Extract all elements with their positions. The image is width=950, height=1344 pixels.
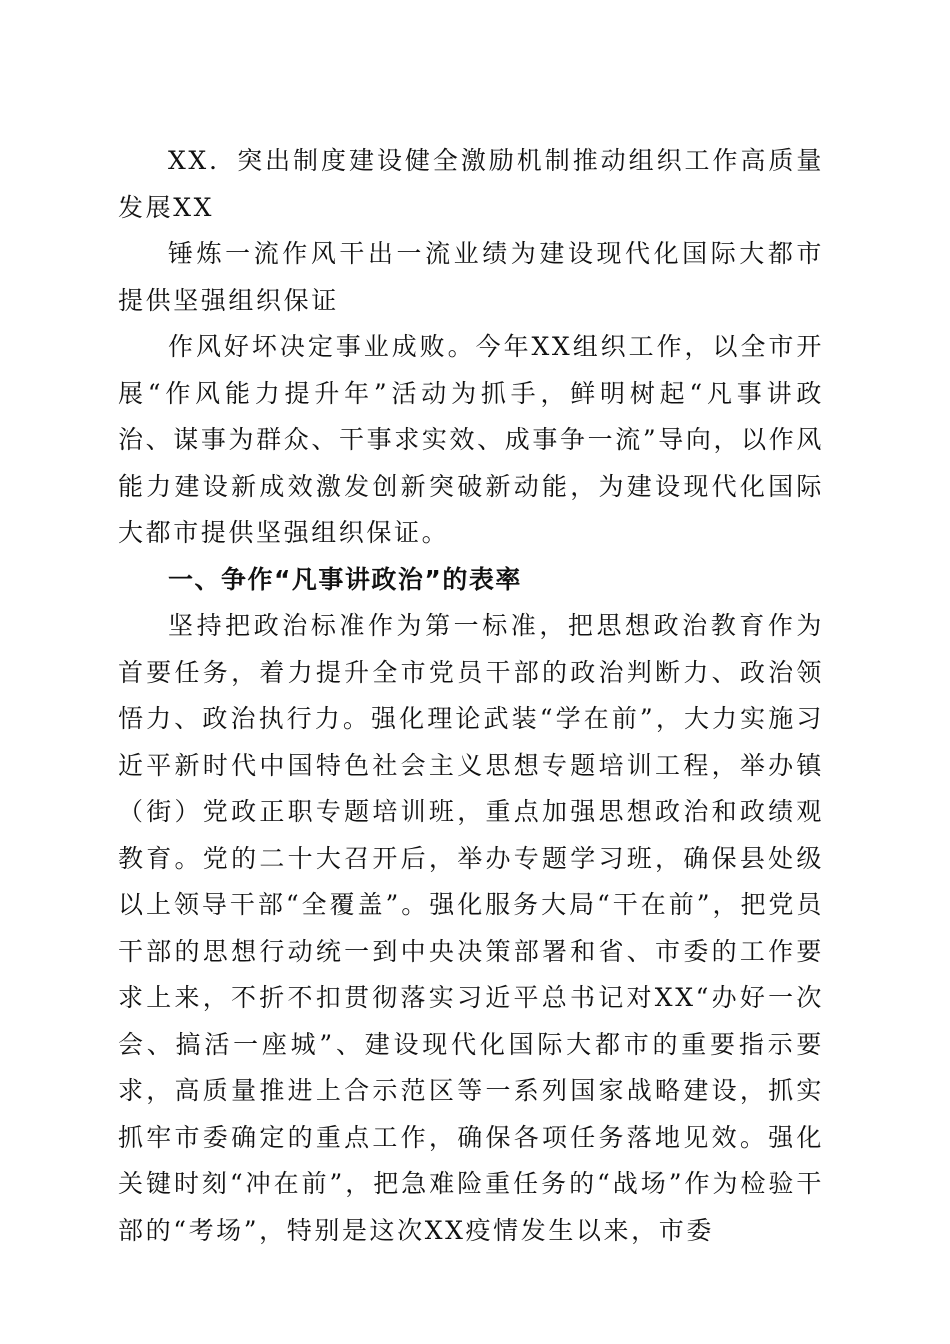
intro-paragraph: 作风好坏决定事业成败。今年XX组织工作，以全市开展“作风能力提升年”活动为抓手，鲜明树起“凡事讲政治、谋事为群众、干事求实效、成事争一流”导向，以作风能力建设新成效激发创新突破新动能，为建设现代化国际大都市提供坚强组织保证。	[118, 332, 824, 547]
section-1-body: 坚持把政治标准作为第一标准，把思想政治教育作为首要任务，着力提升全市党员干部的政治判断力、政治领悟力、政治执行力。强化理论武装“学在前”，大力实施习近平新时代中国特色社会主义思想专题培训工程，举办镇（街）党政正职专题培训班，重点加强思想政治和政绩观教育。党的二十大召开后，举办专题学习班，确保县处级以上领导干部“全覆盖”。强化服务大局“干在前”，把党员干部的思想行动统一到中央决策部署和省、市委的工作要求上来，不折不扣贯彻落实习近平总书记对XX“办好一次会、搞活一座城”、建设现代化国际大都市的重要指示要求，高质量推进上合示范区等一系列国家战略建设，抓实抓牢市委确定的重点工作，确保各项任务落地见效。强化关键时刻“冲在前”，把急难险重任务的“战场”作为检验干部的“考场”，特别是这次XX疫情发生以来，市委	[118, 611, 824, 1245]
document-title: XX．突出制度建设健全激励机制推动组织工作高质量发展XX	[118, 146, 824, 222]
document-subtitle: 锤炼一流作风干出一流业绩为建设现代化国际大都市提供坚强组织保证	[118, 239, 824, 315]
section-1-heading: 一、争作“凡事讲政治”的表率	[168, 564, 522, 594]
